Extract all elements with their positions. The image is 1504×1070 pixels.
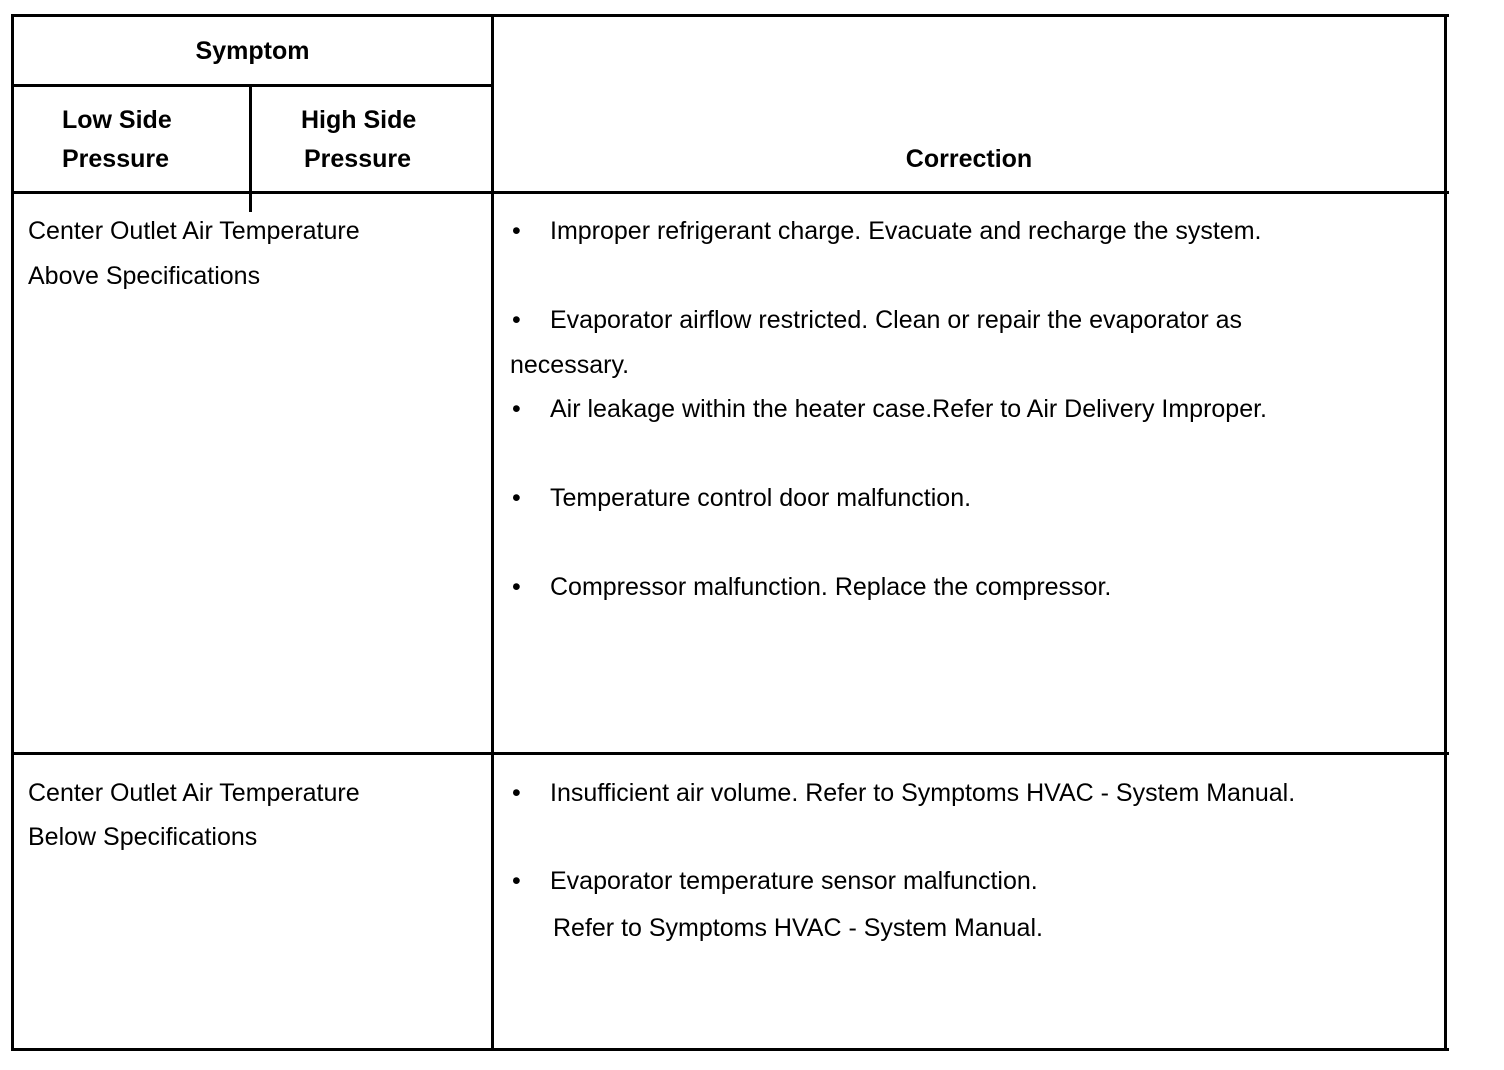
bullet: • xyxy=(512,484,521,512)
low-side-header-line2: Pressure xyxy=(62,145,170,173)
bullet: • xyxy=(512,779,521,807)
table-right-border xyxy=(1444,14,1447,1051)
pressure-column-divider xyxy=(249,84,252,212)
correction-header: Correction xyxy=(905,145,1033,173)
row1-correction-2: Evaporator airflow restricted. Clean or repair the evaporator as xyxy=(550,306,1242,334)
bullet: • xyxy=(512,217,521,245)
header-bottom-border xyxy=(11,191,1449,194)
row2-correction-1: Insufficient air volume. Refer to Symptoms HVAC - System Manual. xyxy=(550,779,1296,807)
table-left-border xyxy=(11,14,14,1051)
row1-correction-3: Air leakage within the heater case.Refer to Air Delivery Improper. xyxy=(550,395,1268,423)
symptom-header-divider xyxy=(11,84,494,87)
low-side-header-line1: Low Side xyxy=(62,106,172,134)
row2-correction-2-continuation: Refer to Symptoms HVAC - System Manual. xyxy=(553,914,1043,942)
row2-symptom-line1: Center Outlet Air Temperature xyxy=(28,779,360,807)
row1-symptom-line1: Center Outlet Air Temperature xyxy=(28,217,360,245)
row2-correction-2: Evaporator temperature sensor malfunction. xyxy=(550,867,1038,895)
symptom-header: Symptom xyxy=(195,37,310,65)
row1-correction-1: Improper refrigerant charge. Evacuate and recharge the system. xyxy=(550,217,1262,245)
table-bottom-border xyxy=(11,1048,1449,1051)
high-side-header-line1: High Side xyxy=(301,106,417,134)
row1-correction-4: Temperature control door malfunction. xyxy=(550,484,972,512)
row1-symptom-line2: Above Specifications xyxy=(28,262,261,290)
high-side-header-line2: Pressure xyxy=(304,145,412,173)
row-divider xyxy=(11,752,1449,755)
row1-correction-5: Compressor malfunction. Replace the compressor. xyxy=(550,573,1112,601)
bullet: • xyxy=(512,867,521,895)
bullet: • xyxy=(512,395,521,423)
bullet: • xyxy=(512,573,521,601)
row1-correction-2-continuation: necessary. xyxy=(510,351,630,379)
bullet: • xyxy=(512,306,521,334)
row2-symptom-line2: Below Specifications xyxy=(28,823,258,851)
table-top-border xyxy=(11,14,1449,17)
